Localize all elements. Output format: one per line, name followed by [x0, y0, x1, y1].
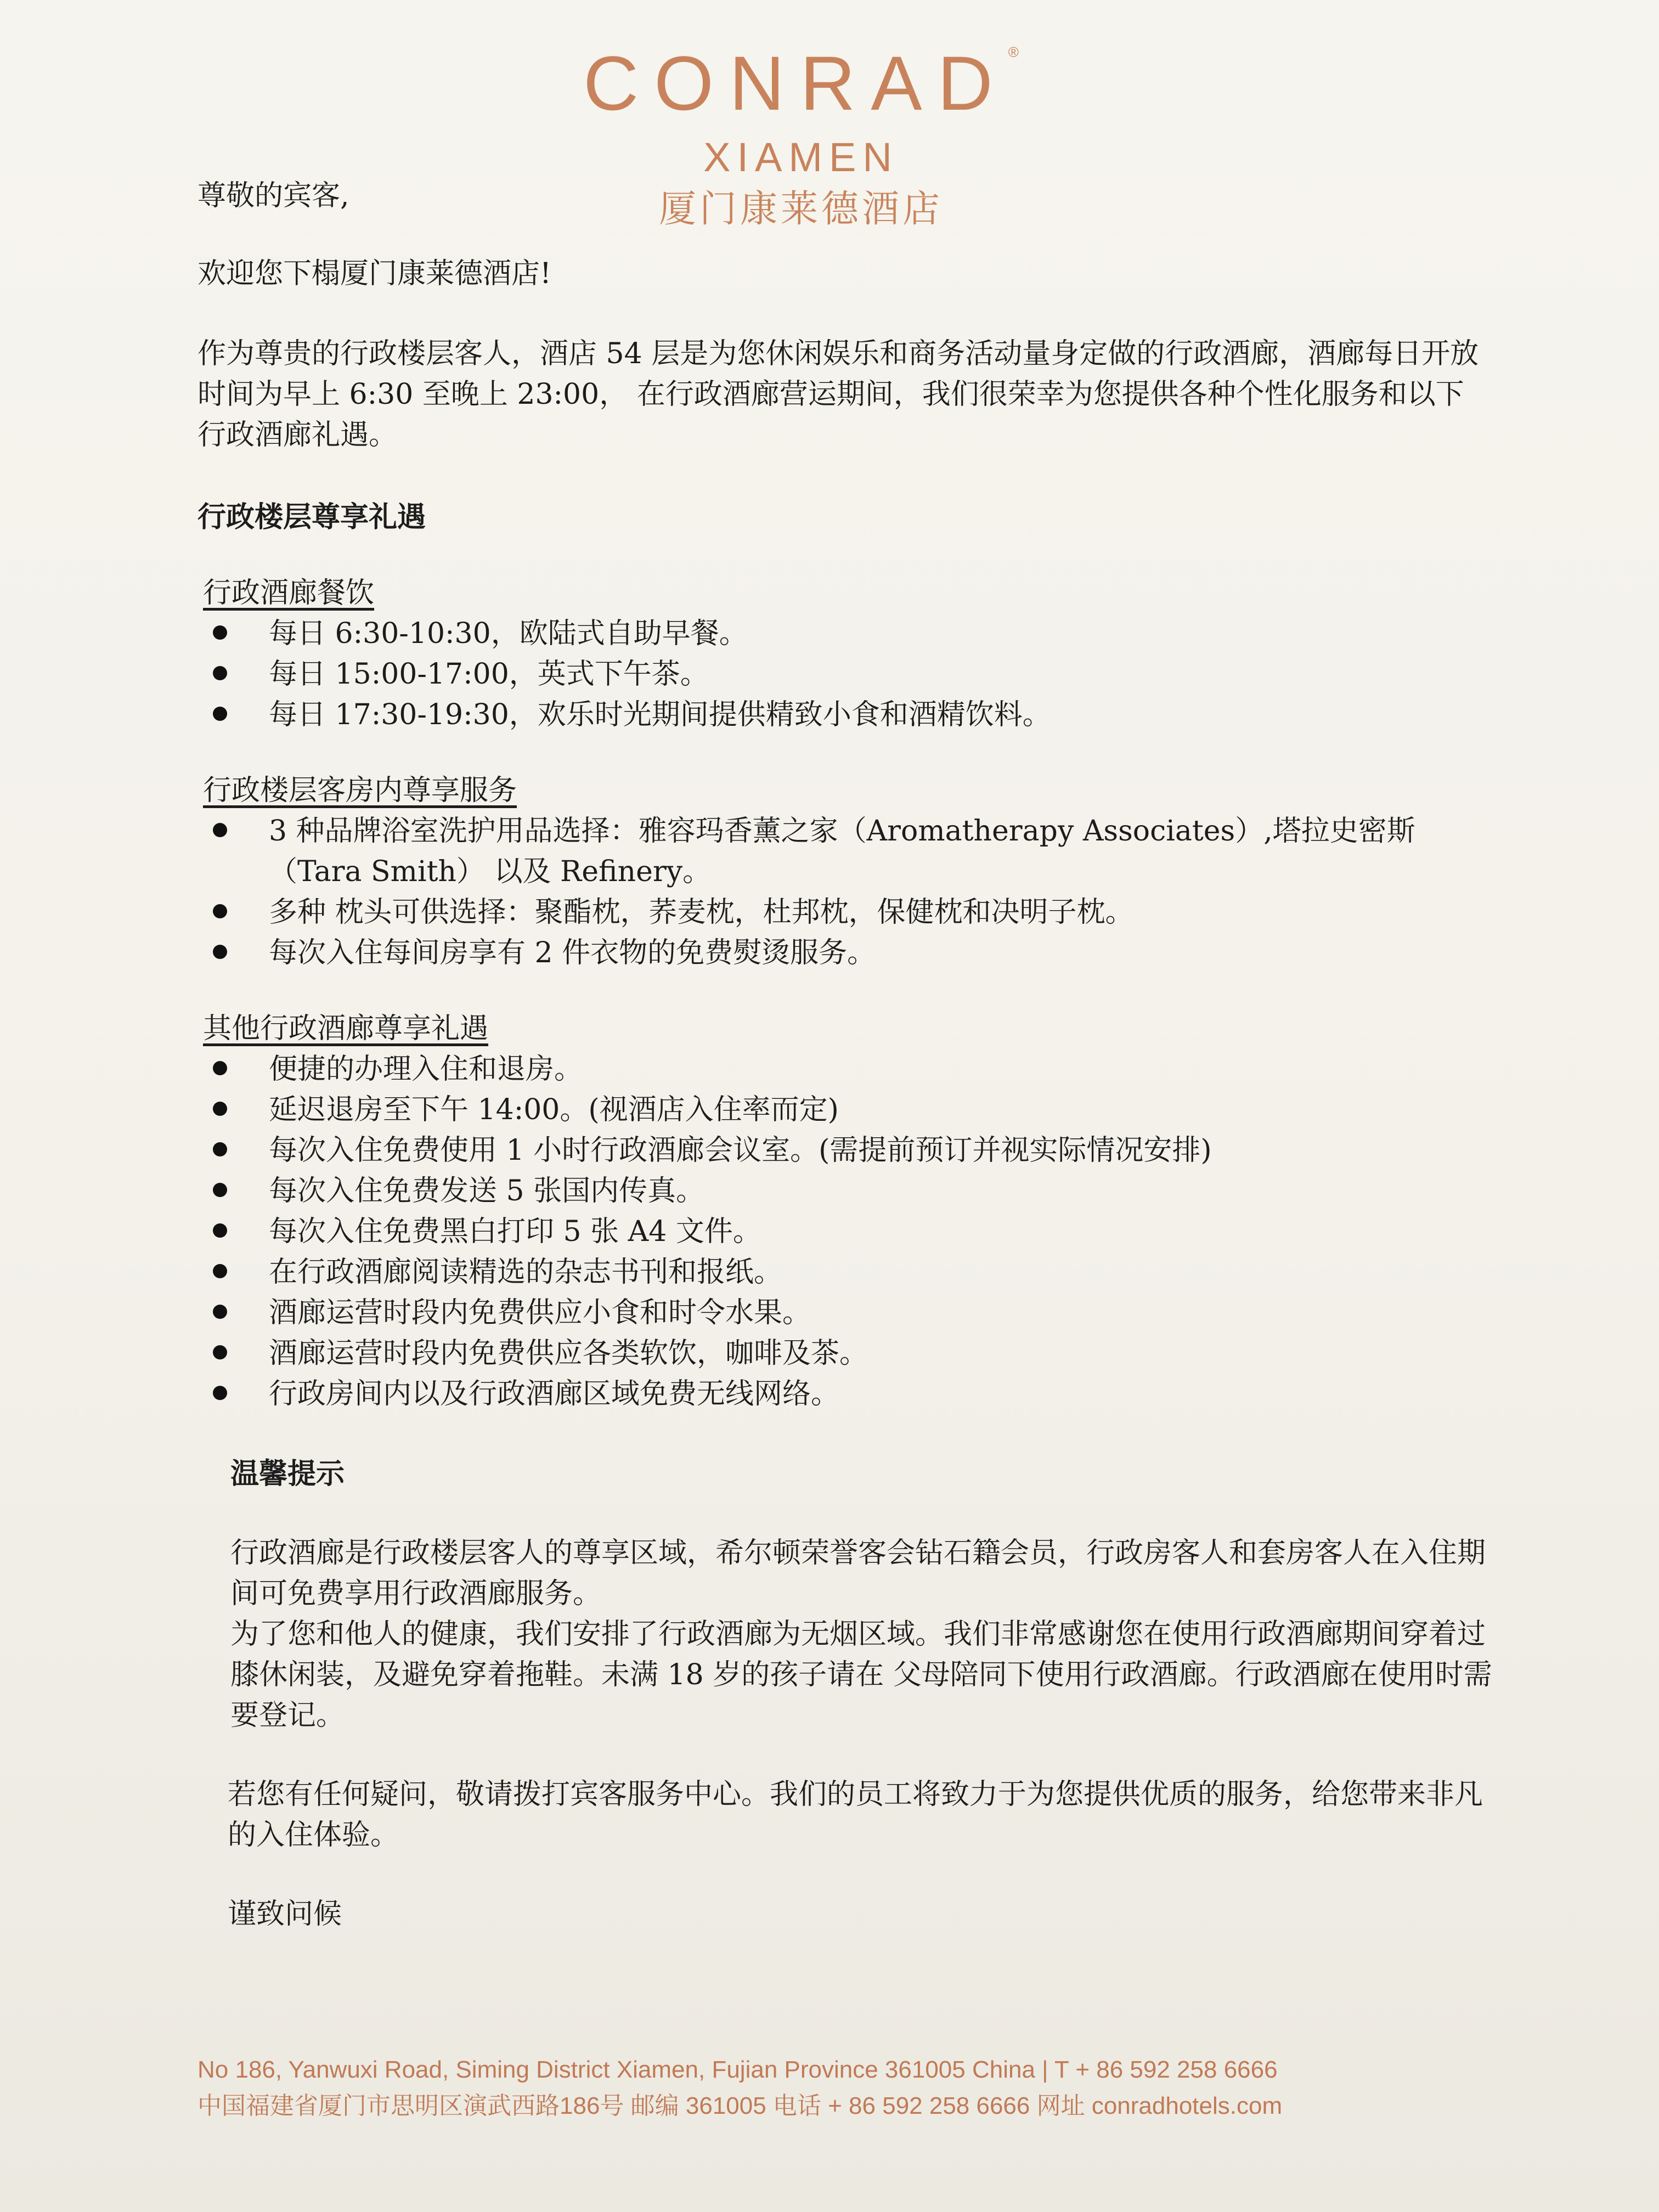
other-privileges-list	[198, 1049, 1492, 1414]
list-item: 每日 17:30-19:30，欢乐时光期间提供精致小食和酒精饮料。	[198, 695, 1492, 735]
registered-mark: ®	[1008, 44, 1019, 60]
list-item: 行政房间内以及行政酒廊区域免费无线网络。	[198, 1374, 1492, 1414]
list-item: 每日 15:00-17:00，英式下午茶。	[198, 654, 1492, 695]
notes-paragraph-lounge-access: 行政酒廊是行政楼层客人的尊享区域，希尔顿荣誉客会钻石籍会员，行政房客人和套房客人在入住期间可免费享用行政酒廊服务。	[230, 1537, 1486, 1610]
hotel-chinese-name: 厦门康莱德酒店	[658, 188, 943, 231]
conrad-logo	[549, 40, 1053, 126]
list-item: 每日 6:30-10:30，欧陆式自助早餐。	[198, 613, 1492, 654]
brand-name: CONRAD	[583, 40, 1008, 126]
room-services-heading: 行政楼层客房内尊享服务	[203, 774, 517, 807]
list-item: 在行政酒廊阅读精选的杂志书刊和报纸。	[198, 1252, 1492, 1293]
list-item: 酒廊运营时段内免费供应各类软饮，咖啡及茶。	[198, 1333, 1492, 1374]
list-item: 每次入住每间房享有 2 件衣物的免费熨烫服务。	[198, 933, 1492, 973]
list-item: 3 种品牌浴室洗护用品选择：雅容玛香薰之家（Aromatherapy Associates）,塔拉史密斯（Tara Smith） 以及 Refinery。	[198, 811, 1492, 892]
list-item: 多种 枕头可供选择：聚酯枕，荞麦枕，杜邦枕，保健枕和决明子枕。	[198, 892, 1492, 933]
intro-paragraph: 作为尊贵的行政楼层客人，酒店 54 层是为您休闲娱乐和商务活动量身定做的行政酒廊，酒廊每日开放时间为早上 6:30 至晚上 23:00， 在行政酒廊营运期间，我们很荣幸为您提供各种个性化服务和以下行政酒廊礼遇。	[198, 337, 1479, 452]
list-item: 每次入住免费发送 5 张国内传真。	[198, 1171, 1492, 1211]
letter-body	[198, 176, 1492, 1934]
salutation: 尊敬的宾客,	[198, 179, 349, 212]
welcome-line: 欢迎您下榻厦门康莱德酒店!	[198, 257, 551, 290]
list-item: 每次入住免费黑白打印 5 张 A4 文件。	[198, 1211, 1492, 1252]
notes-paragraph-dress-code: 为了您和他人的健康，我们安排了行政酒廊为无烟区域。我们非常感谢您在使用行政酒廊期间穿着过膝休闲装，及避免穿着拖鞋。未满 18 岁的孩子请在 父母陪同下使用行政酒廊。行政酒廊在使用时需要登记。	[230, 1618, 1492, 1732]
list-item: 每次入住免费使用 1 小时行政酒廊会议室。(需提前预订并视实际情况安排)	[198, 1130, 1492, 1171]
dining-heading: 行政酒廊餐饮	[203, 577, 375, 610]
footer-address-cn: 中国福建省厦门市思明区演武西路186号 邮编 361005 电话 + 86 592 258 6666 网址 conradhotels.com	[198, 2092, 1283, 2119]
list-item: 便捷的办理入住和退房。	[198, 1049, 1492, 1090]
list-item: 延迟退房至下午 14:00。(视酒店入住率而定)	[198, 1090, 1492, 1130]
closing: 谨致问候	[228, 1898, 342, 1931]
section-title: 行政楼层尊享礼遇	[198, 500, 426, 534]
notes-title: 温馨提示	[230, 1457, 345, 1491]
footer	[198, 2052, 1459, 2124]
footer-address-en: No 186, Yanwuxi Road, Siming District Xiamen, Fujian Province 361005 China | T + 86 592 258 6666	[198, 2056, 1278, 2083]
list-item: 酒廊运营时段内免费供应小食和时令水果。	[198, 1293, 1492, 1333]
room-services-list	[198, 811, 1492, 973]
other-privileges-heading: 其他行政酒廊尊享礼遇	[203, 1012, 489, 1045]
dining-list	[198, 613, 1492, 735]
city-name: XIAMEN	[703, 134, 899, 180]
contact-paragraph: 若您有任何疑问，敬请拨打宾客服务中心。我们的员工将致力于为您提供优质的服务，给您带来非凡的入住体验。	[228, 1778, 1483, 1852]
